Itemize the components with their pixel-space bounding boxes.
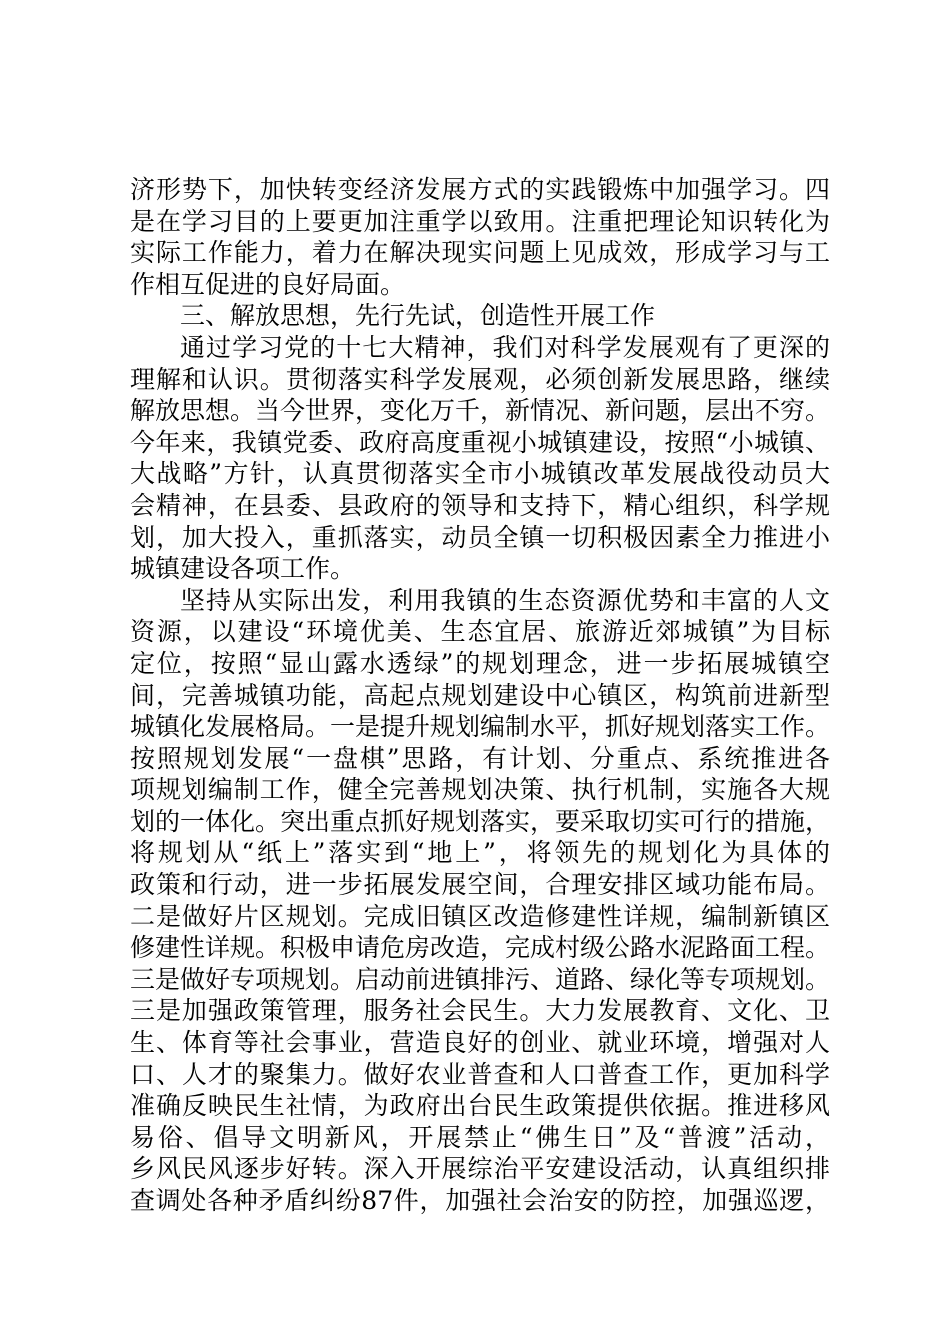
text-line: 项规划编制工作，健全完善规划决策、执行机制，实施各大规 (130, 775, 830, 805)
text-line: 定位，按照“显山露水透绿”的规划理念，进一步拓展城镇空 (130, 648, 830, 678)
text-line: 大战略”方针，认真贯彻落实全市小城镇改革发展战役动员大 (130, 459, 830, 489)
text-line: 查调处各种矛盾纠纷87件，加强社会治安的防控，加强巡逻， (130, 1186, 830, 1215)
text-line: 生、体育等社会事业，营造良好的创业、就业环境，增强对人 (130, 1028, 830, 1058)
text-line: 三是加强政策管理，服务社会民生。大力发展教育、文化、卫 (130, 996, 830, 1026)
text-line: 划的一体化。突出重点抓好规划落实，要采取切实可行的措施， (130, 806, 831, 836)
text-line: 解放思想。当今世界，变化万千，新情况、新问题，层出不穷。 (130, 396, 831, 426)
text-line: 城镇化发展格局。一是提升规划编制水平，抓好规划落实工作。 (130, 712, 831, 742)
text-line: 今年来，我镇党委、政府高度重视小城镇建设，按照“小城镇、 (130, 427, 830, 457)
text-line: 资源，以建设“环境优美、生态宜居、旅游近郊城镇”为目标 (130, 617, 830, 647)
text-line: 易俗、倡导文明新风，开展禁止“佛生日”及“普渡”活动， (130, 1122, 830, 1152)
text-line: 修建性详规。积极申请危房改造，完成村级公路水泥路面工程。 (130, 933, 831, 963)
body-text (130, 174, 830, 1217)
text-line: 二是做好片区规划。完成旧镇区改造修建性详规，编制新镇区 (130, 901, 830, 931)
text-line: 坚持从实际出发，利用我镇的生态资源优势和丰富的人文 (180, 585, 830, 615)
text-line: 政策和行动，进一步拓展发展空间，合理安排区域功能布局。 (130, 870, 830, 900)
text-line: 准确反映民生社情，为政府出台民生政策提供依据。推进移风 (130, 1091, 830, 1121)
text-line: 作相互促进的良好局面。 (130, 269, 406, 299)
text-line: 通过学习党的十七大精神，我们对科学发展观有了更深的 (180, 332, 830, 362)
text-line: 口、人才的聚集力。做好农业普查和人口普查工作，更加科学 (130, 1059, 830, 1089)
text-line: 三是做好专项规划。启动前进镇排污、道路、绿化等专项规划。 (130, 964, 831, 994)
text-line: 是在学习目的上要更加注重学以致用。注重把理论知识转化为 (130, 206, 830, 236)
text-line: 将规划从“纸上”落实到“地上”，将领先的规划化为具体的 (130, 838, 830, 868)
text-line: 会精神，在县委、县政府的领导和支持下，精心组织，科学规 (130, 490, 830, 520)
text-line: 按照规划发展“一盘棋”思路，有计划、分重点、系统推进各 (130, 743, 830, 773)
text-line: 实际工作能力，着力在解决现实问题上见成效，形成学习与工 (130, 238, 830, 268)
section-heading: 三、解放思想，先行先试，创造性开展工作 (180, 301, 656, 331)
text-line: 间，完善城镇功能，高起点规划建设中心镇区，构筑前进新型 (130, 680, 830, 710)
text-line: 乡风民风逐步好转。深入开展综治平安建设活动，认真组织排 (130, 1154, 830, 1184)
text-line: 划，加大投入，重抓落实，动员全镇一切积极因素全力推进小 (130, 522, 830, 552)
text-line: 理解和认识。贯彻落实科学发展观，必须创新发展思路，继续 (130, 364, 830, 394)
text-line: 城镇建设各项工作。 (130, 554, 356, 584)
text-line: 济形势下，加快转变经济发展方式的实践锻炼中加强学习。四 (130, 175, 830, 204)
